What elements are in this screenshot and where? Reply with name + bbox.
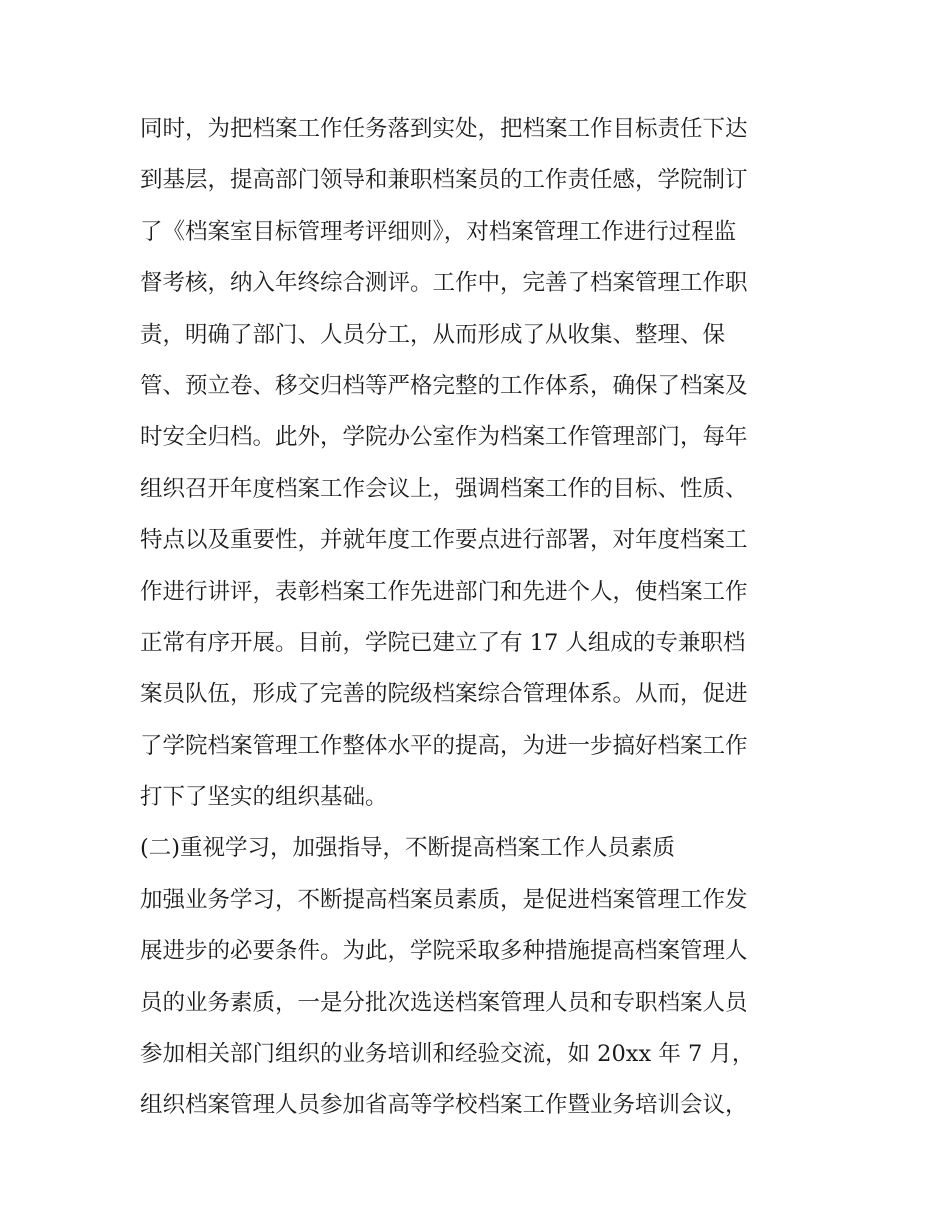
text-line: 案员队伍，形成了完善的院级档案综合管理体系。从而，促进 bbox=[140, 681, 748, 708]
text-line: 参加相关部门组织的业务培训和经验交流，如 20xx 年 7 月， bbox=[140, 1041, 755, 1068]
text-line: 打下了坚实的组织基础。 bbox=[140, 784, 388, 811]
text-line: 了《档案室目标管理考评细则》，对档案管理工作进行过程监 bbox=[140, 218, 737, 245]
text-line: 特点以及重要性，并就年度工作要点进行部署，对年度档案工 bbox=[140, 527, 748, 554]
text-line: 组织档案管理人员参加省高等学校档案工作暨业务培训会议， bbox=[140, 1092, 748, 1119]
text-line: 作进行讲评，表彰档案工作先进部门和先进个人，使档案工作 bbox=[140, 578, 748, 605]
text-line: 了学院档案管理工作整体水平的提高，为进一步搞好档案工作 bbox=[140, 732, 748, 759]
text-line: 员的业务素质，一是分批次选送档案管理人员和专职档案人员 bbox=[140, 989, 748, 1016]
text-line: 责，明确了部门、人员分工，从而形成了从收集、整理、保 bbox=[140, 321, 726, 348]
text-line: 组织召开年度档案工作会议上，强调档案工作的目标、性质、 bbox=[140, 475, 748, 502]
text-line: 督考核，纳入年终综合测评。工作中，完善了档案管理工作职 bbox=[140, 270, 748, 297]
text-line: 时安全归档。此外，学院办公室作为档案工作管理部门，每年 bbox=[140, 424, 748, 451]
section-heading: (二)重视学习，加强指导，不断提高档案工作人员素质 bbox=[140, 835, 676, 862]
text-line: 正常有序开展。目前，学院已建立了有 17 人组成的专兼职档 bbox=[140, 629, 746, 656]
text-line: 管、预立卷、移交归档等严格完整的工作体系，确保了档案及 bbox=[140, 372, 748, 399]
text-line: 同时，为把档案工作任务落到实处，把档案工作目标责任下达 bbox=[140, 116, 748, 142]
document-body bbox=[140, 104, 820, 1132]
text-line: 到基层，提高部门领导和兼职档案员的工作责任感，学院制订 bbox=[140, 167, 748, 194]
text-line: 展进步的必要条件。为此，学院采取多种措施提高档案管理人 bbox=[140, 938, 748, 965]
text-line: 加强业务学习，不断提高档案员素质，是促进档案管理工作发 bbox=[140, 886, 748, 913]
